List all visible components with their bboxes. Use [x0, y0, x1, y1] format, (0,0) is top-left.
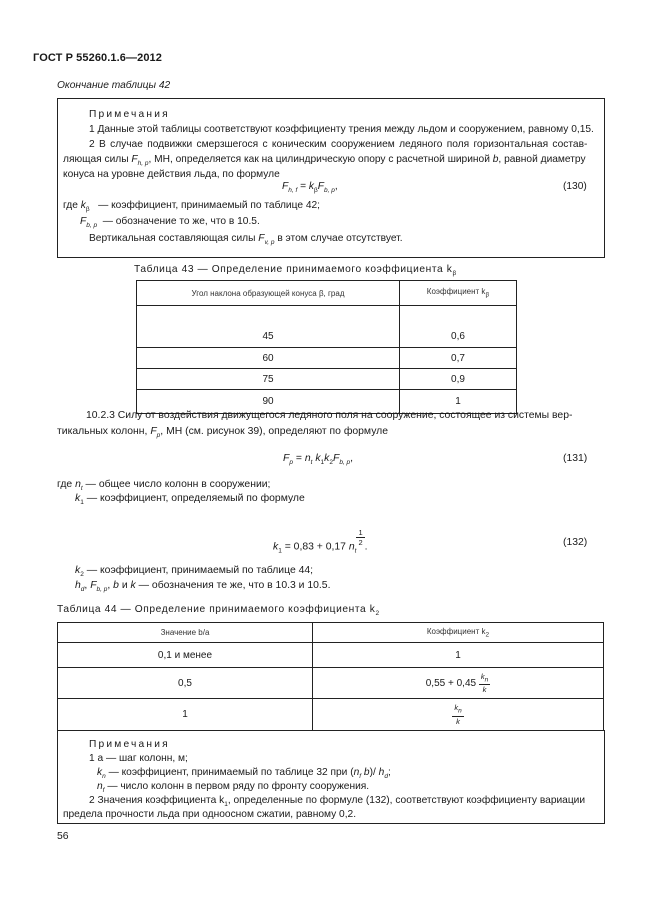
- where-hd-fbp-b-k: $h_d$, $F_{b, p}$, b и k — обозначения те же, что в 10.3 и 10.5.: [75, 580, 331, 594]
- formula-132: $k_1 = 0,83 + 0,17$ $n_t$ $\frac{1}{2}$ .: [273, 528, 368, 555]
- note-2-line-2: предела прочности льда при одноосном сжатии, равному 0,2.: [63, 809, 357, 820]
- note-kn: $k_n$ — коэффициент, принимаемый по таблице 32 при ($n_f$ b)/ $h_d$;: [97, 767, 391, 781]
- table-43-row-k: 0,7: [400, 348, 517, 369]
- where-k-beta: где $k_\beta$ — коэффициент, принимаемый по таблице 42;: [63, 200, 320, 214]
- table-44-row-k: $\frac{k_n}{k}$: [313, 699, 604, 731]
- where-f-bp: $F_{b, p}$ — обозначение то же, что в 10.5.: [80, 216, 260, 230]
- table-44-row-ratio: 0,5: [58, 668, 313, 699]
- where-k2: $k_2$ — коэффициент, принимаемый по таблице 44;: [75, 565, 314, 579]
- note-2-line-3: конуса на уровне действия льда, по формуле: [63, 169, 280, 180]
- table-43-header-angle: Угол наклона образующей конуса β, град: [137, 281, 400, 306]
- note-1: 1 Данные этой таблицы соответствуют коэффициенту трения между льдом и сооружением, равному 0,15.: [89, 124, 594, 135]
- table-43-caption: Таблица 43 — Определение принимаемого коэффициента $k_\beta$: [134, 264, 457, 278]
- document-code: ГОСТ Р 55260.1.6—2012: [33, 52, 162, 64]
- formula-130: $F_{h, f} = k_\beta F_{b, p}$,: [282, 181, 338, 195]
- table-44-row-k: 0,55 + 0,45 $\frac{k_n}{k}$: [313, 668, 604, 699]
- table-44-row-k: 1: [313, 643, 604, 668]
- where-nt: где $n_t$ — общее число колонн в сооружении;: [57, 479, 271, 493]
- formula-132-number: (132): [563, 537, 588, 548]
- table-43-row-angle: 90: [137, 390, 400, 414]
- table-44: [57, 622, 604, 731]
- note-2-line-1: 2 Значения коэффициента $k_1$, определенные по формуле (132), соответствуют коэффициенту вариации: [89, 795, 586, 809]
- note-2-line-2: ляющая силы $F_{h, p}$, МН, определяется как на цилиндрическую опору с расчетной шириной b, равной диаметру: [63, 154, 586, 168]
- table-44-header-ratio: Значение b/a: [58, 623, 313, 643]
- page-number: 56: [57, 831, 69, 842]
- note-nf: $n_f$ — число колонн в первом ряду по фронту сооружения.: [97, 781, 370, 795]
- table-43-row-angle: 75: [137, 369, 400, 390]
- section-10-2-3-line-2: тикальных колонн, $F_p$, МН (см. рисунок 39), определяют по формуле: [57, 426, 389, 440]
- table-continuation-label: Окончание таблицы 42: [57, 80, 171, 91]
- note-title: Примечания: [89, 109, 170, 120]
- note-2-line-1: 2 В случае подвижки смерзшегося с коническим сооружением ледяного поля горизонтальная состав-: [89, 139, 588, 150]
- note-1: 1 a — шаг колонн, м;: [89, 753, 188, 764]
- vertical-component-note: Вертикальная составляющая силы $F_{v, p}$ в этом случае отсутствует.: [89, 233, 403, 247]
- where-k1: $k_1$ — коэффициент, определяемый по формуле: [75, 493, 305, 507]
- table-44-header-coefficient: Коэффициент $k_2$: [313, 623, 604, 643]
- formula-131-number: (131): [563, 453, 588, 464]
- table-44-row-ratio: 1: [58, 699, 313, 731]
- table-43: [136, 280, 517, 414]
- note-title: Примечания: [89, 739, 170, 750]
- table-43-row-angle: 45: [137, 327, 400, 348]
- table-43-row-angle: 60: [137, 348, 400, 369]
- table-43-row-k: 1: [400, 390, 517, 414]
- table-43-row-k: 0,9: [400, 369, 517, 390]
- formula-130-number: (130): [563, 181, 587, 192]
- table-44-caption: Таблица 44 — Определение принимаемого коэффициента $k_2$: [57, 604, 380, 618]
- section-10-2-3-line-1: 10.2.3 Силу от воздействия движущегося ледяного поля на сооружение, состоящее из системы вер-: [86, 410, 573, 421]
- table-44-row-ratio: 0,1 и менее: [58, 643, 313, 668]
- formula-131: $F_p = n_t$ $k_1k_2F_{b, p}$,: [283, 453, 354, 467]
- table-43-header-coefficient: Коэффициент $k_\beta$: [400, 281, 517, 306]
- table-43-row-k: 0,6: [400, 327, 517, 348]
